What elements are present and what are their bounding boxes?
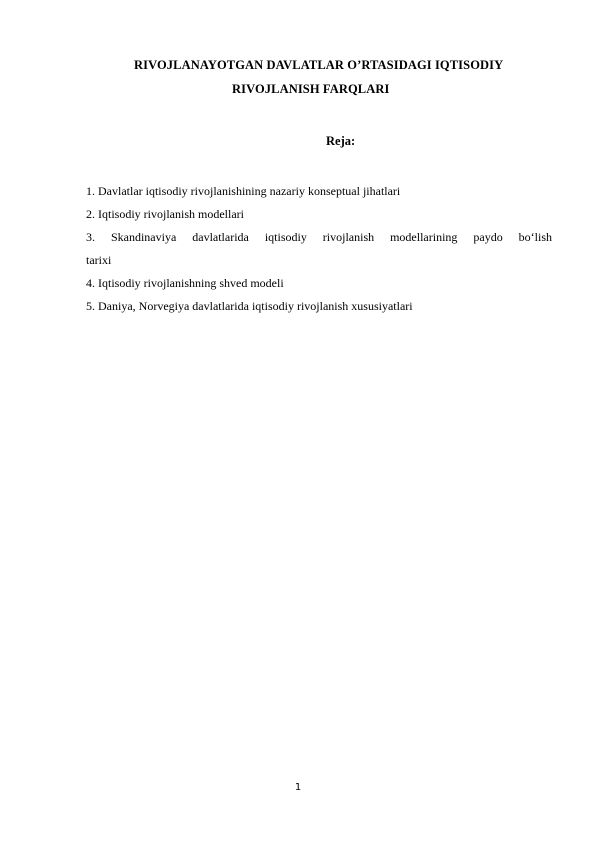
- plan-item-3-continuation: tarixi: [86, 253, 112, 267]
- page-number: 1: [294, 782, 302, 793]
- plan-item-3: [86, 226, 552, 249]
- plan-item-3-line-1: 3. Skandinaviya davlatlarida iqtisodiy rivojlanish modellarining paydo bo‘lish: [86, 230, 552, 244]
- plan-list: [86, 180, 552, 318]
- plan-heading: Reja:: [326, 134, 356, 148]
- plan-item-2: 2. Iqtisodiy rivojlanish modellari: [86, 207, 244, 221]
- plan-item-1: 1. Davlatlar iqtisodiy rivojlanishining nazariy konseptual jihatlari: [86, 184, 401, 198]
- document-title-line-2: RIVOJLANISH FARQLARI: [232, 82, 390, 96]
- plan-item-4: 4. Iqtisodiy rivojlanishning shved modeli: [86, 276, 284, 290]
- plan-item-5: 5. Daniya, Norvegiya davlatlarida iqtisodiy rivojlanish xususiyatlari: [86, 299, 413, 313]
- document-title-line-1: RIVOJLANAYOTGAN DAVLATLAR O’RTASIDAGI IQTISODIY: [134, 58, 504, 72]
